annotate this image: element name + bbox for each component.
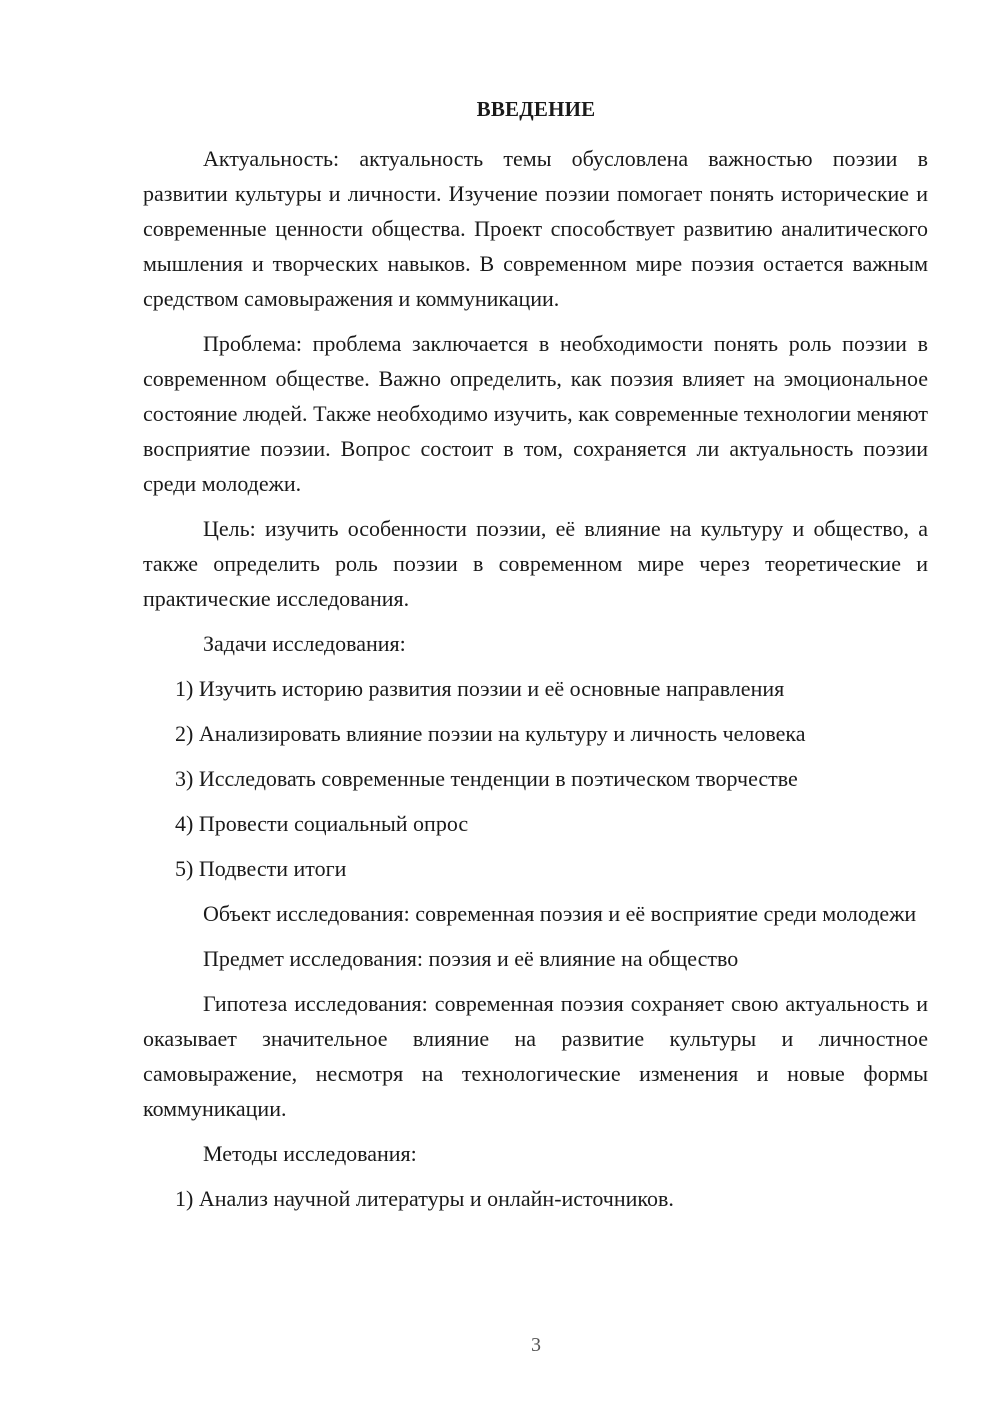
page-number: 3 xyxy=(531,1334,541,1356)
methods-heading: Методы исследования: xyxy=(203,1141,417,1166)
tasks-list xyxy=(143,671,928,886)
methods-list xyxy=(143,1181,928,1216)
page-title: ВВЕДЕНИЕ xyxy=(476,97,596,121)
paragraph-problem: Проблема: проблема заключается в необходимости понять роль поэзии в современном обществе. Важно определить, как поэзия влияет на эмоциональное состояние людей. Также необходимо изучить, как современные технологии меняют восприятие поэзии. Вопрос состоит в том, сохраняется ли актуальность поэзии среди молодежи. xyxy=(143,331,928,496)
paragraph-goal: Цель: изучить особенности поэзии, её влияние на культуру и общество, а также определить роль поэзии в современном мире через теоретические и практические исследования. xyxy=(143,516,928,611)
document-body xyxy=(143,141,928,1226)
tasks-heading: Задачи исследования: xyxy=(203,631,406,656)
paragraph-object: Объект исследования: современная поэзия и её восприятие среди молодежи xyxy=(203,901,917,926)
paragraph-subject: Предмет исследования: поэзия и её влияние на общество xyxy=(203,946,739,971)
list-item-task-4: 4) Провести социальный опрос xyxy=(175,811,469,836)
list-item-task-3: 3) Исследовать современные тенденции в поэтическом творчестве xyxy=(175,766,798,791)
list-item-task-5: 5) Подвести итоги xyxy=(175,856,347,881)
list-item-method-1: 1) Анализ научной литературы и онлайн-источников. xyxy=(175,1186,674,1211)
paragraph-hypothesis: Гипотеза исследования: современная поэзия сохраняет свою актуальность и оказывает значительное влияние на развитие культуры и личностное самовыражение, несмотря на технологические изменения и новые формы коммуникации. xyxy=(143,991,928,1121)
list-item-task-2: 2) Анализировать влияние поэзии на культуру и личность человека xyxy=(175,721,806,746)
list-item-task-1: 1) Изучить историю развития поэзии и её основные направления xyxy=(175,676,785,701)
paragraph-relevance: Актуальность: актуальность темы обусловлена важностью поэзии в развитии культуры и личности. Изучение поэзии помогает понять исторические и современные ценности общества. Проект способствует развитию аналитического мышления и творческих навыков. В современном мире поэзия остается важным средством самовыражения и коммуникации. xyxy=(143,146,928,311)
